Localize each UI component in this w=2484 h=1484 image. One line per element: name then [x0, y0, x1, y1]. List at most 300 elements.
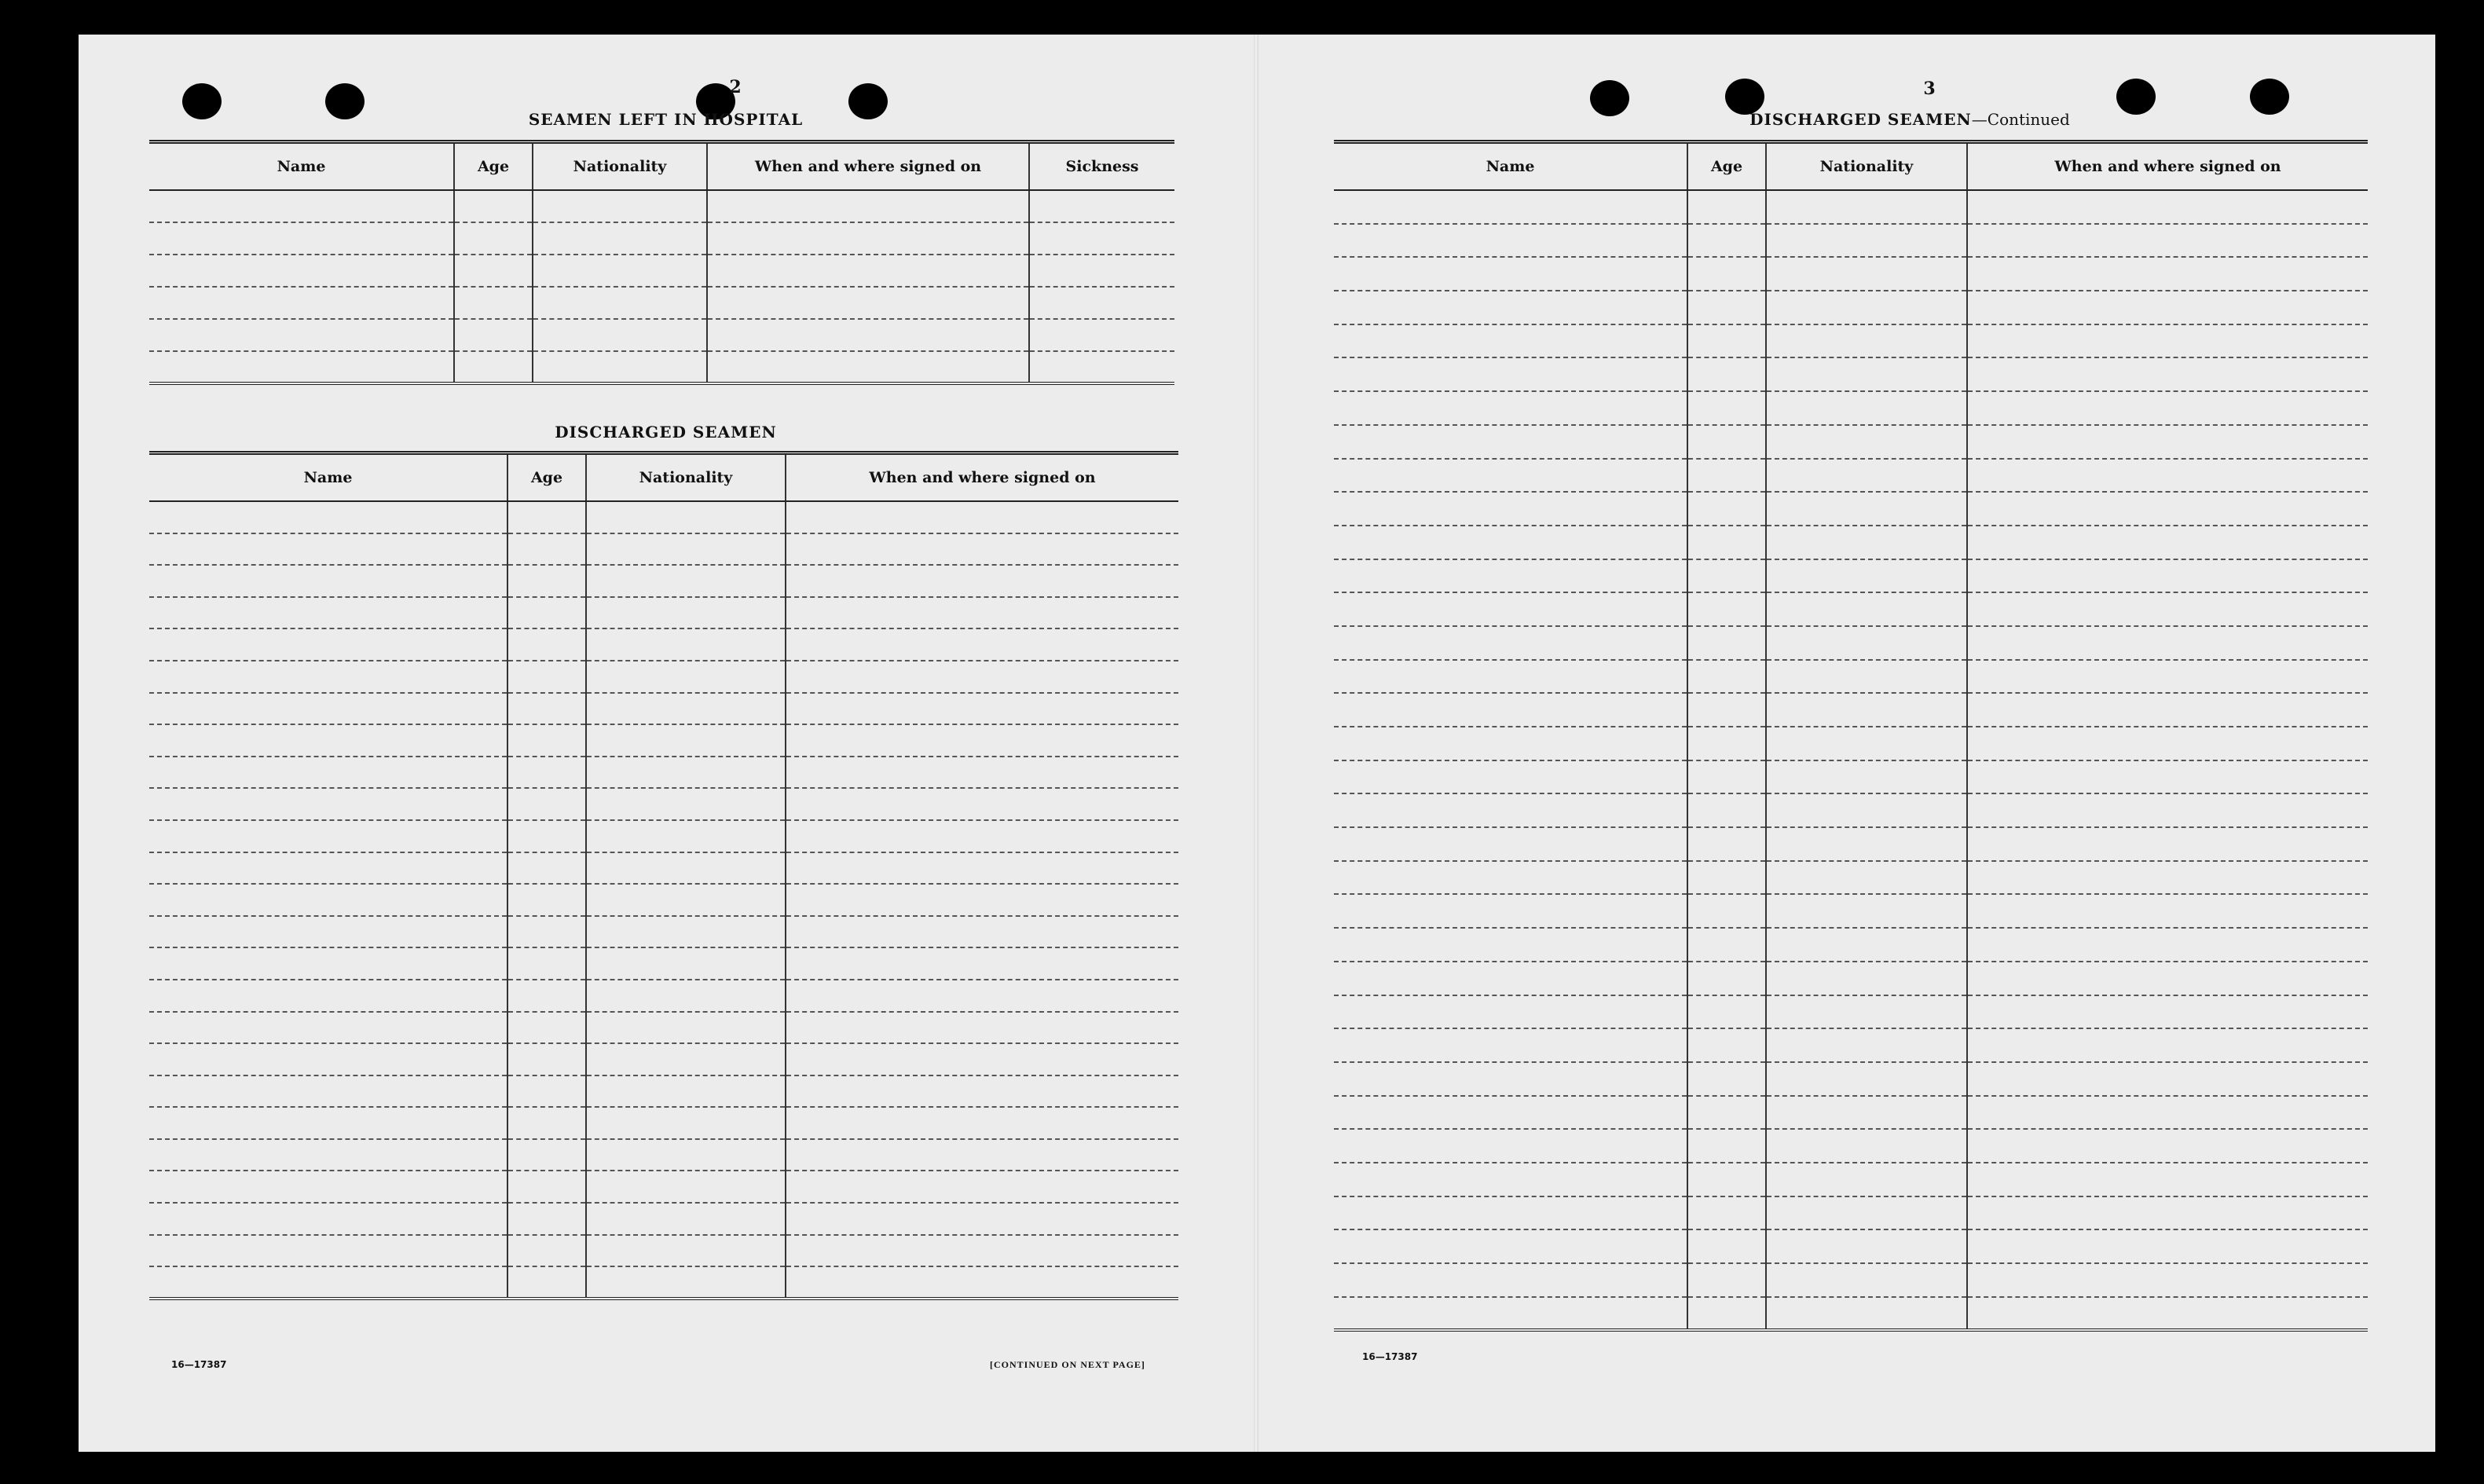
table-cell	[1334, 861, 1687, 895]
table-cell	[1687, 760, 1766, 794]
table-cell	[1687, 727, 1766, 760]
table-cell	[507, 852, 586, 885]
table-row	[149, 661, 1178, 693]
table-cell	[1766, 793, 1967, 827]
table-row	[1334, 1163, 2368, 1196]
table-cell	[149, 501, 507, 533]
table-row	[1334, 324, 2368, 358]
table-cell	[1766, 1028, 1967, 1062]
table-cell	[1334, 660, 1687, 694]
table-cell	[507, 501, 586, 533]
table-cell	[149, 597, 507, 629]
table-cell	[1334, 1096, 1687, 1130]
column-header-name: Name	[149, 453, 507, 502]
table-cell	[1334, 559, 1687, 593]
discharged-table	[149, 451, 1178, 1300]
table-cell	[1766, 894, 1967, 928]
table-cell	[1967, 224, 2368, 258]
table-cell	[1766, 1129, 1967, 1163]
table-cell	[1967, 526, 2368, 559]
table-cell	[454, 351, 533, 383]
table-cell	[1967, 1096, 2368, 1130]
table-cell	[149, 916, 507, 948]
table-cell	[586, 724, 786, 757]
table-cell	[1334, 391, 1687, 425]
table-cell	[149, 287, 454, 319]
table-cell	[1967, 793, 2368, 827]
table-cell	[507, 565, 586, 597]
table-cell	[1967, 1229, 2368, 1263]
table-cell	[586, 693, 786, 725]
table-row	[149, 565, 1178, 597]
table-cell	[149, 852, 507, 885]
section-title-text: DISCHARGED SEAMEN	[1749, 110, 1972, 129]
discharged-section-title: DISCHARGED SEAMEN	[555, 423, 777, 442]
table-cell	[1687, 626, 1766, 660]
table-row	[149, 1171, 1178, 1203]
table-cell	[1334, 492, 1687, 526]
table-cell	[507, 757, 586, 789]
table-cell	[1687, 559, 1766, 593]
table-cell	[1967, 1196, 2368, 1230]
table-cell	[1029, 190, 1174, 222]
table-cell	[786, 724, 1178, 757]
table-cell	[586, 820, 786, 852]
table-row	[149, 222, 1174, 255]
table-cell	[1687, 1028, 1766, 1062]
table-cell	[786, 501, 1178, 533]
table-row	[1334, 1062, 2368, 1096]
table-cell	[1967, 1129, 2368, 1163]
table-cell	[1967, 827, 2368, 861]
table-cell	[149, 351, 454, 383]
table-row	[1334, 257, 2368, 291]
table-cell	[1334, 1229, 1687, 1263]
table-cell	[533, 319, 707, 351]
table-cell	[1967, 1062, 2368, 1096]
table-cell	[507, 820, 586, 852]
table-cell	[454, 222, 533, 255]
table-cell	[1967, 1163, 2368, 1196]
table-row	[149, 788, 1178, 820]
table-cell	[1687, 391, 1766, 425]
table-cell	[1967, 357, 2368, 391]
table-row	[1334, 827, 2368, 861]
table-cell	[586, 628, 786, 661]
table-cell	[1334, 459, 1687, 493]
table-cell	[786, 628, 1178, 661]
table-cell	[1334, 526, 1687, 559]
table-cell	[1334, 962, 1687, 995]
table-cell	[1766, 760, 1967, 794]
table-row	[1334, 1129, 2368, 1163]
table-cell	[1334, 894, 1687, 928]
table-cell	[1334, 291, 1687, 324]
table-cell	[786, 1266, 1178, 1299]
table-row	[149, 980, 1178, 1012]
table-row	[149, 628, 1178, 661]
table-cell	[454, 287, 533, 319]
table-cell	[149, 1139, 507, 1171]
table-cell	[586, 1075, 786, 1108]
table-row	[149, 1012, 1178, 1044]
table-row	[1334, 425, 2368, 459]
table-row	[1334, 962, 2368, 995]
column-header-name: Name	[1334, 142, 1687, 191]
table-cell	[1687, 693, 1766, 727]
table-cell	[1334, 257, 1687, 291]
table-cell	[1766, 224, 1967, 258]
table-row	[1334, 492, 2368, 526]
table-cell	[786, 980, 1178, 1012]
table-cell	[1334, 928, 1687, 962]
table-row	[1334, 760, 2368, 794]
table-cell	[507, 1235, 586, 1267]
table-cell	[1687, 1163, 1766, 1196]
table-cell	[786, 1171, 1178, 1203]
table-cell	[1334, 224, 1687, 258]
table-cell	[586, 788, 786, 820]
table-cell	[1687, 827, 1766, 861]
table-cell	[707, 351, 1029, 383]
table-cell	[454, 190, 533, 222]
table-cell	[1687, 592, 1766, 626]
table-cell	[1967, 760, 2368, 794]
table-row	[149, 533, 1178, 566]
table-cell	[1334, 592, 1687, 626]
table-cell	[1766, 1062, 1967, 1096]
table-cell	[507, 724, 586, 757]
table-cell	[507, 1012, 586, 1044]
table-cell	[1766, 324, 1967, 358]
table-cell	[533, 222, 707, 255]
table-cell	[1029, 222, 1174, 255]
table-cell	[1766, 357, 1967, 391]
table-cell	[149, 1203, 507, 1235]
table-cell	[1687, 492, 1766, 526]
table-cell	[507, 693, 586, 725]
table-row	[1334, 559, 2368, 593]
table-cell	[1967, 559, 2368, 593]
table-cell	[507, 1266, 586, 1299]
table-cell	[1967, 257, 2368, 291]
table-cell	[1029, 319, 1174, 351]
table-cell	[1334, 1297, 1687, 1331]
table-cell	[1766, 291, 1967, 324]
table-row	[149, 820, 1178, 852]
table-cell	[1967, 291, 2368, 324]
table-cell	[1766, 526, 1967, 559]
column-header-age: Age	[1687, 142, 1766, 191]
table-cell	[149, 884, 507, 916]
table-cell	[507, 533, 586, 566]
table-cell	[1967, 727, 2368, 760]
table-cell	[1967, 1297, 2368, 1331]
page-number: 2	[729, 77, 742, 97]
table-cell	[1687, 1129, 1766, 1163]
table-cell	[454, 255, 533, 287]
table-cell	[786, 1139, 1178, 1171]
table-cell	[533, 287, 707, 319]
column-header-signed-on: When and where signed on	[707, 142, 1029, 191]
table-cell	[507, 947, 586, 980]
column-header-nationality: Nationality	[586, 453, 786, 502]
table-cell	[1967, 324, 2368, 358]
table-cell	[1967, 928, 2368, 962]
table-cell	[1334, 793, 1687, 827]
table-cell	[1687, 1229, 1766, 1263]
table-cell	[1766, 827, 1967, 861]
table-row	[149, 1139, 1178, 1171]
table-cell	[586, 1043, 786, 1075]
table-cell	[1334, 1163, 1687, 1196]
table-cell	[1687, 459, 1766, 493]
table-cell	[1766, 559, 1967, 593]
table-row	[1334, 1196, 2368, 1230]
table-cell	[1766, 861, 1967, 895]
hospital-table	[149, 140, 1174, 385]
table-cell	[1334, 727, 1687, 760]
column-header-age: Age	[454, 142, 533, 191]
table-cell	[1967, 459, 2368, 493]
table-cell	[786, 916, 1178, 948]
table-cell	[1766, 660, 1967, 694]
table-row	[1334, 391, 2368, 425]
table-cell	[1766, 626, 1967, 660]
table-cell	[149, 533, 507, 566]
table-cell	[586, 661, 786, 693]
table-cell	[586, 757, 786, 789]
table-cell	[507, 1171, 586, 1203]
table-cell	[149, 222, 454, 255]
table-row	[149, 724, 1178, 757]
table-cell	[786, 947, 1178, 980]
table-cell	[1334, 324, 1687, 358]
table-cell	[1687, 995, 1766, 1029]
table-cell	[149, 661, 507, 693]
table-row	[1334, 660, 2368, 694]
table-cell	[1967, 425, 2368, 459]
table-cell	[1967, 693, 2368, 727]
table-cell	[1687, 861, 1766, 895]
table-cell	[1029, 351, 1174, 383]
table-cell	[1766, 727, 1967, 760]
table-cell	[149, 1171, 507, 1203]
table-cell	[1967, 592, 2368, 626]
table-row	[1334, 592, 2368, 626]
table-cell	[507, 916, 586, 948]
table-cell	[786, 693, 1178, 725]
continued-section-title	[1334, 110, 2368, 129]
table-cell	[149, 947, 507, 980]
table-cell	[507, 788, 586, 820]
table-cell	[1766, 1196, 1967, 1230]
table-cell	[786, 1075, 1178, 1108]
table-row	[149, 884, 1178, 916]
table-cell	[1766, 693, 1967, 727]
table-row	[149, 351, 1174, 383]
table-cell	[149, 820, 507, 852]
table-cell	[149, 1043, 507, 1075]
table-cell	[1766, 995, 1967, 1029]
table-cell	[1687, 1096, 1766, 1130]
table-cell	[1687, 257, 1766, 291]
table-cell	[1967, 626, 2368, 660]
table-row	[1334, 291, 2368, 324]
table-row	[149, 916, 1178, 948]
table-cell	[786, 533, 1178, 566]
table-cell	[1766, 1163, 1967, 1196]
table-cell	[786, 1012, 1178, 1044]
table-cell	[1766, 1096, 1967, 1130]
table-cell	[1334, 827, 1687, 861]
table-cell	[707, 222, 1029, 255]
table-row	[149, 597, 1178, 629]
table-cell	[786, 852, 1178, 885]
document-sheet	[79, 35, 2435, 1452]
table-cell	[1687, 526, 1766, 559]
table-row	[1334, 626, 2368, 660]
table-cell	[786, 820, 1178, 852]
table-cell	[149, 693, 507, 725]
form-number: 16—17387	[171, 1359, 227, 1370]
table-row	[1334, 693, 2368, 727]
table-cell	[1334, 1196, 1687, 1230]
table-row	[149, 501, 1178, 533]
table-cell	[1967, 391, 2368, 425]
form-number: 16—17387	[1362, 1351, 1418, 1362]
table-row	[149, 287, 1174, 319]
table-cell	[1029, 255, 1174, 287]
table-row	[149, 190, 1174, 222]
table-cell	[1967, 1263, 2368, 1297]
table-cell	[149, 565, 507, 597]
column-header-sickness: Sickness	[1029, 142, 1174, 191]
table-cell	[507, 884, 586, 916]
table-row	[149, 319, 1174, 351]
table-cell	[786, 661, 1178, 693]
table-cell	[1687, 928, 1766, 962]
table-cell	[1967, 962, 2368, 995]
table-row	[1334, 224, 2368, 258]
table-cell	[1687, 425, 1766, 459]
table-cell	[1967, 190, 2368, 224]
column-header-name: Name	[149, 142, 454, 191]
table-cell	[586, 1139, 786, 1171]
table-cell	[786, 1107, 1178, 1139]
table-cell	[1687, 190, 1766, 224]
table-row	[1334, 190, 2368, 224]
table-cell	[1687, 1263, 1766, 1297]
table-cell	[1687, 793, 1766, 827]
table-cell	[507, 1043, 586, 1075]
table-cell	[1029, 287, 1174, 319]
table-cell	[1687, 357, 1766, 391]
table-cell	[507, 1107, 586, 1139]
column-header-nationality: Nationality	[533, 142, 707, 191]
table-cell	[149, 980, 507, 1012]
table-row	[1334, 1263, 2368, 1297]
continued-header-row	[1334, 142, 2368, 191]
table-row	[149, 1203, 1178, 1235]
table-cell	[149, 1012, 507, 1044]
table-cell	[1687, 324, 1766, 358]
table-cell	[586, 1266, 786, 1299]
table-cell	[1766, 1263, 1967, 1297]
table-cell	[786, 1235, 1178, 1267]
table-cell	[1766, 962, 1967, 995]
table-row	[1334, 357, 2368, 391]
table-cell	[533, 255, 707, 287]
table-row	[1334, 861, 2368, 895]
table-cell	[586, 916, 786, 948]
table-cell	[1766, 257, 1967, 291]
table-cell	[533, 351, 707, 383]
table-cell	[149, 255, 454, 287]
table-cell	[1334, 357, 1687, 391]
table-cell	[1334, 190, 1687, 224]
table-cell	[1967, 861, 2368, 895]
column-header-signed-on: When and where signed on	[786, 453, 1178, 502]
table-cell	[1687, 962, 1766, 995]
table-cell	[786, 884, 1178, 916]
table-cell	[149, 724, 507, 757]
table-cell	[1334, 626, 1687, 660]
table-cell	[786, 1203, 1178, 1235]
table-row	[1334, 1028, 2368, 1062]
table-cell	[1766, 190, 1967, 224]
table-cell	[507, 1075, 586, 1108]
table-cell	[586, 1107, 786, 1139]
table-cell	[1967, 894, 2368, 928]
table-cell	[1766, 459, 1967, 493]
table-row	[1334, 1229, 2368, 1263]
table-cell	[786, 1043, 1178, 1075]
table-cell	[1334, 995, 1687, 1029]
table-cell	[786, 565, 1178, 597]
table-row	[149, 255, 1174, 287]
table-row	[149, 1075, 1178, 1108]
table-cell	[586, 501, 786, 533]
table-cell	[1687, 1297, 1766, 1331]
table-cell	[149, 1235, 507, 1267]
table-cell	[1766, 425, 1967, 459]
table-cell	[507, 1203, 586, 1235]
table-cell	[1687, 1062, 1766, 1096]
table-cell	[786, 788, 1178, 820]
column-header-age: Age	[507, 453, 586, 502]
continued-note: [CONTINUED ON NEXT PAGE]	[990, 1359, 1145, 1370]
hospital-header-row	[149, 142, 1174, 191]
table-cell	[533, 190, 707, 222]
table-cell	[1766, 391, 1967, 425]
hospital-section-title: SEAMEN LEFT IN HOSPITAL	[528, 110, 804, 129]
table-cell	[507, 1139, 586, 1171]
table-row	[149, 852, 1178, 885]
table-cell	[586, 1235, 786, 1267]
table-cell	[1967, 660, 2368, 694]
column-header-nationality: Nationality	[1766, 142, 1967, 191]
table-cell	[507, 980, 586, 1012]
section-title-suffix: —Continued	[1971, 110, 2070, 129]
table-row	[1334, 928, 2368, 962]
table-cell	[149, 628, 507, 661]
table-cell	[507, 661, 586, 693]
table-row	[1334, 1096, 2368, 1130]
table-row	[149, 947, 1178, 980]
table-row	[1334, 894, 2368, 928]
table-cell	[1766, 1297, 1967, 1331]
